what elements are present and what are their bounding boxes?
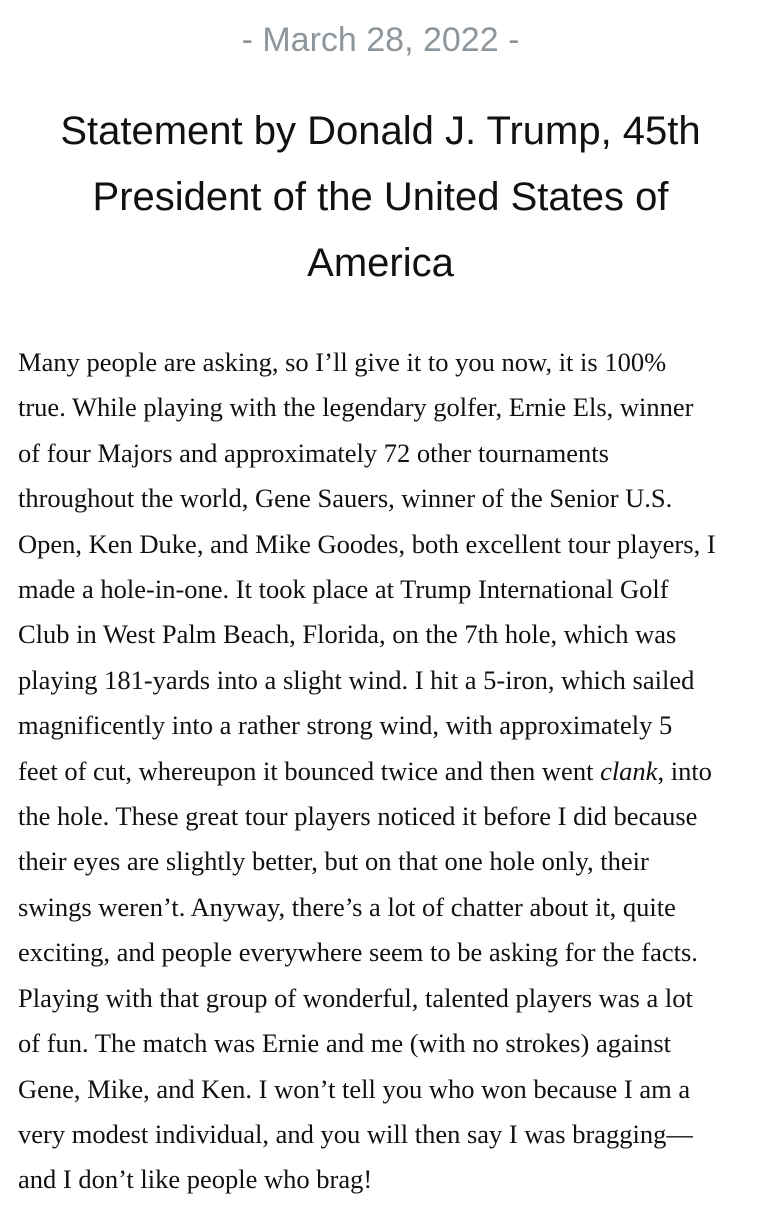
body-line: Many people are asking, so I’ll give it to you now, it is 100% [18,347,667,377]
title-line: President of the United States of [92,175,669,219]
body-line: magnificently into a rather strong wind, with approximately 5 [18,710,673,741]
body-line: exciting, and people everywhere seem to be asking for the facts. [18,937,698,968]
body-line: playing 181-yards into a slight wind. I hit a 5-iron, which sailed [18,664,695,695]
body-line: Gene, Mike, and Ken. I won’t tell you who won because I am a [18,1073,691,1104]
body-line: their eyes are slightly better, but on that one hole only, their [18,846,649,877]
body-line: and I don’t like people who brag! [18,1164,373,1195]
body-line: Club in West Palm Beach, Florida, on the 7th hole, which was [18,619,677,650]
statement-title [20,98,741,296]
body-line: made a hole-in-one. It took place at Trump International Golf [18,574,669,605]
body-line: swings weren’t. Anyway, there’s a lot of chatter about it, quite [18,891,676,922]
body-line: Playing with that group of wonderful, talented players was a lot [18,982,693,1013]
body-line [18,749,746,794]
emphasis-clank: clank [600,755,658,786]
body-line: throughout the world, Gene Sauers, winner of the Senior U.S. [18,483,673,514]
title-line: America [307,241,454,285]
body-line: true. While playing with the legendary golfer, Ernie Els, winner [18,392,694,423]
title-line: Statement by Donald J. Trump, 45th [60,109,701,153]
body-line: very modest individual, and you will then say I was bragging— [18,1118,693,1149]
body-text-segment: feet of cut, whereupon it bounced twice and then went [18,755,601,786]
body-line: Open, Ken Duke, and Mike Goodes, both excellent tour players, I [18,528,716,559]
body-text-segment: , into [657,755,712,786]
statement-body [18,340,746,1203]
body-line: the hole. These great tour players noticed it before I did because [18,801,698,832]
body-line: of four Majors and approximately 72 other tournaments [18,437,609,468]
body-line: of fun. The match was Ernie and me (with no strokes) against [18,1028,672,1059]
statement-date: - March 28, 2022 - [241,21,520,59]
